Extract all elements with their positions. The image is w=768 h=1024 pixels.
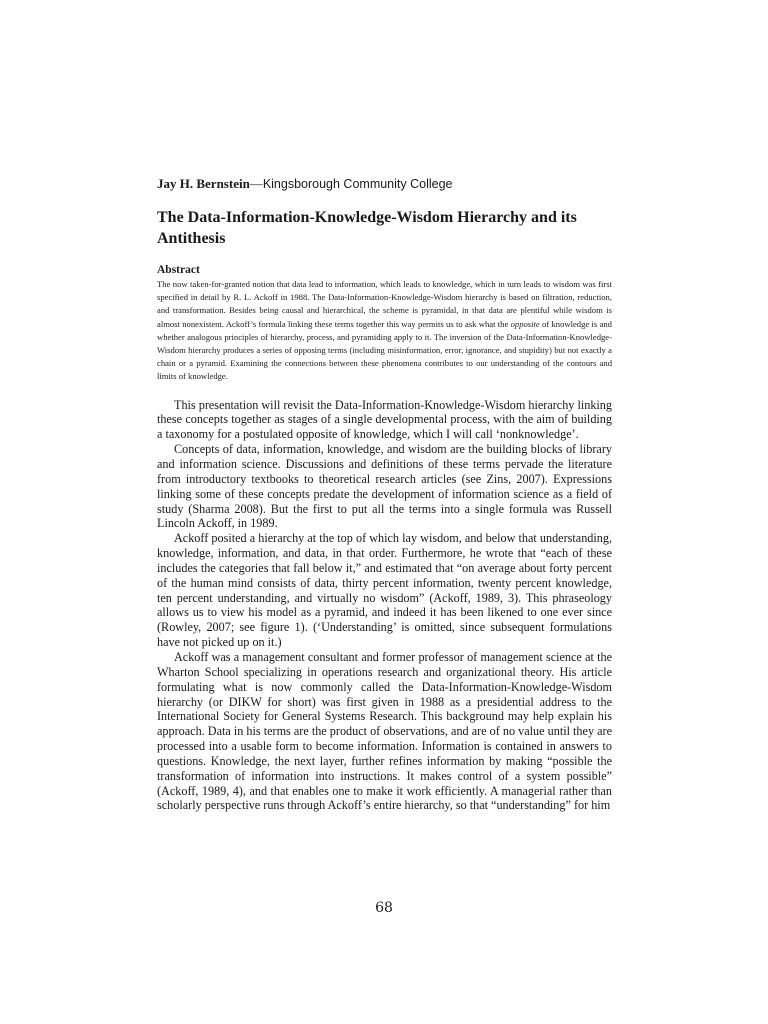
abstract-heading: Abstract: [157, 264, 200, 276]
author-affiliation: Kingsborough Community College: [262, 177, 453, 191]
abstract-text: [157, 278, 612, 384]
paper-page: [157, 175, 612, 813]
abstract-text-part1: The now taken-for-granted notion that data lead to information, which leads to knowledge, which in turn leads to wisdom was first specified in detail by R. L. Ackoff in 1988. The Data-Information-Knowledge-Wisdom hierarchy is based on filtration, reduction, and transformation. Besides being causal and hierarchical, the scheme is pyramidal, in that data are plentiful while wisdom is almost nonexistent. Ackoff’s formula linking these terms together this way permits us to ask what the: [157, 279, 612, 329]
body-paragraph-3: Ackoff posited a hierarchy at the top of which lay wisdom, and below that understanding, knowledge, information, and data, in that order. Furthermore, he wrote that “each of these includes the categories that fall below it,” and estimated that “on average about forty percent of the human mind consists of data, thirty percent information, twenty percent knowledge, ten percent understanding, and virtually no wisdom” (Ackoff, 1989, 3). This phraseology allows us to view his model as a pyramid, and indeed it has been likened to one ever since (Rowley, 2007; see figure 1). (‘Understanding’ is omitted, since subsequent formulations have not picked up on it.): [157, 531, 612, 650]
author-line: [157, 175, 612, 193]
paper-title: The Data-Information-Knowledge-Wisdom Hierarchy and its Antithesis: [157, 209, 577, 247]
body-paragraph-4: Ackoff was a management consultant and former professor of management science at the Wharton School specializing in operations research and organizational theory. His article formulating what is now commonly called the Data-Information-Knowledge-Wisdom hierarchy (or DIKW for short) was first given in 1988 as a presidential address to the International Society for General Systems Research. This background may help explain his approach. Data in his terms are the product of observations, and are of no value until they are processed into a usable form to become information. Information is contained in answers to questions. Knowledge, the next layer, further refines information by making “possible the transformation of information into instructions. It makes control of a system possible” (Ackoff, 1989, 4), and that enables one to make it work efficiently. A managerial rather than scholarly perspective runs through Ackoff’s entire hierarchy, so that “understanding” for him: [157, 649, 612, 813]
abstract-emphasis: opposite: [510, 318, 540, 329]
abstract-text-part2: of knowledge is and whether analogous principles of hierarchy, process, and pyramiding apply to it. The inversion of the Data-Information-Knowledge-Wisdom hierarchy produces a series of opposing terms (including misinformation, error, ignorance, and stupidity) but not exactly a chain or a pyramid. Examining the connections between these phenomena contributes to our understanding of the contours and limits of knowledge.: [157, 318, 612, 382]
author-separator: —: [249, 176, 263, 191]
author-name: Jay H. Bernstein: [157, 176, 250, 191]
body-paragraph-1: This presentation will revisit the Data-Information-Knowledge-Wisdom hierarchy linking these concepts together as stages of a single developmental process, with the aim of building a taxonomy for a postulated opposite of knowledge, which I will call ‘nonknowledge’.: [157, 397, 612, 442]
body-text: [157, 398, 612, 814]
body-paragraph-2: Concepts of data, information, knowledge, and wisdom are the building blocks of library and information science. Discussions and definitions of these terms pervade the literature from introductory textbooks to theoretical research articles (see Zins, 2007). Expressions linking some of these concepts predate the development of information science as a field of study (Sharma 2008). But the first to put all the terms into a single formula was Russell Lincoln Ackoff, in 1989.: [157, 442, 612, 531]
page-number: 68: [375, 900, 393, 916]
